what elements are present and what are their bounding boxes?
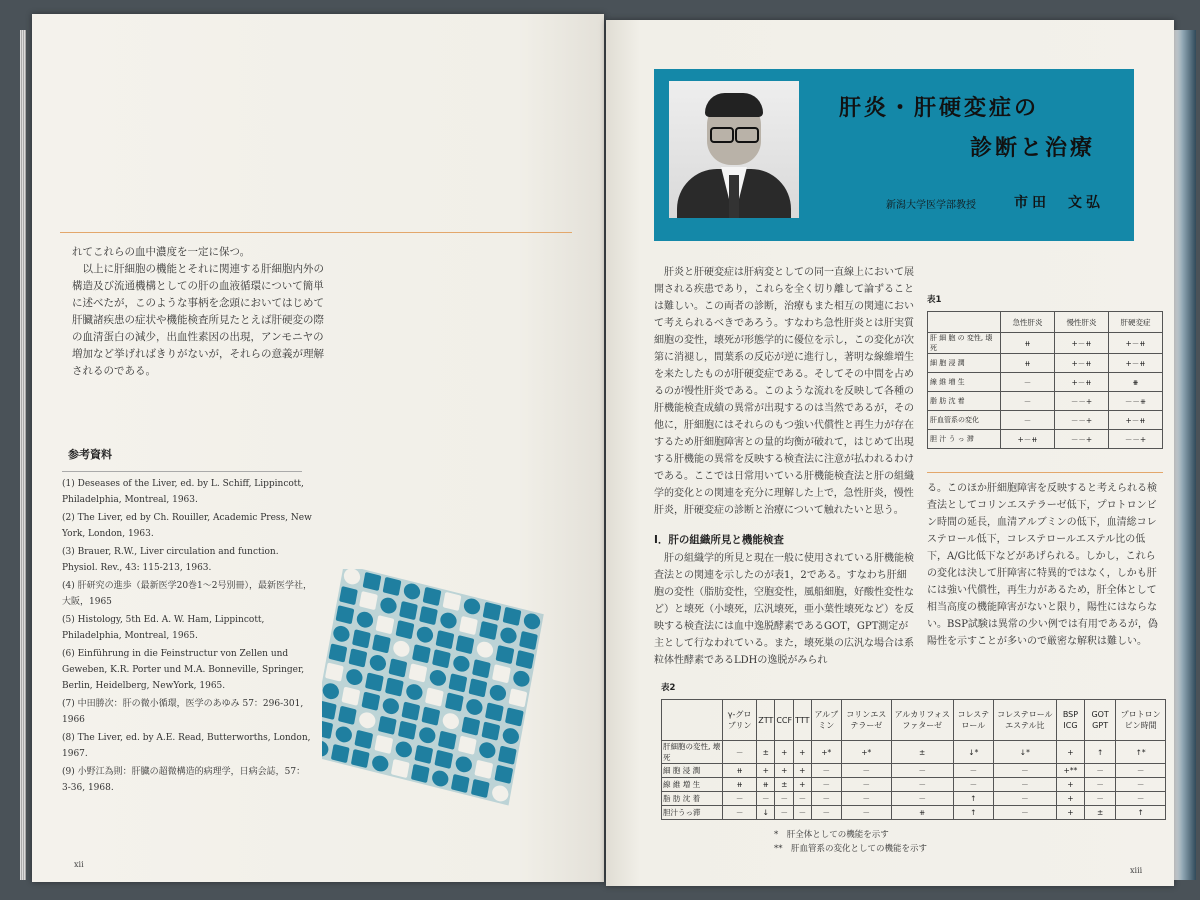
table-cell: － [993, 792, 1056, 806]
table-cell: － [1001, 411, 1055, 430]
table-cell: ↑* [1116, 741, 1166, 764]
article-title-line2: 診断と治療 [970, 135, 1096, 161]
table-cell: +* [842, 741, 891, 764]
table-cell: +－⧺ [1001, 430, 1055, 449]
table-cell: 胆汁うっ滞 [662, 806, 723, 820]
table-cell: － [891, 778, 953, 792]
table-cell: － [842, 806, 891, 820]
table-cell: －－⧺ [1109, 392, 1163, 411]
table-cell: － [953, 778, 993, 792]
table-row [662, 764, 1166, 778]
table-row [662, 792, 1166, 806]
table-cell: ± [891, 741, 953, 764]
table-cell: + [1056, 741, 1084, 764]
references-heading: 参考資料 [68, 448, 112, 461]
table-header-cell: コリンエステラーゼ [842, 700, 891, 741]
table-cell: ↓* [953, 741, 993, 764]
reference-item: (8) The Liver, ed. by A.E. Read, Butterworths, London, 1967. [62, 733, 311, 759]
reference-item: (6) Einführung in die Feinstructur von Zellen und Geweben, K.R. Porter und M.A. Bonneville, Springer, Berlin, Heidelberg, NewYork, 1965. [62, 649, 305, 691]
table-header-cell [928, 312, 1001, 333]
table-header-cell: コレステロール [953, 700, 993, 741]
table-cell: 脂 肪 沈 着 [662, 792, 723, 806]
table2-footnotes [774, 828, 927, 856]
table-cell: +－⧺ [1109, 411, 1163, 430]
table-cell: 肝血管系の変化 [928, 411, 1001, 430]
table-cell: － [811, 792, 842, 806]
table-cell: － [1001, 373, 1055, 392]
table-cell: ↑ [1085, 741, 1116, 764]
intro-text: 肝炎と肝硬変症は肝病変としての同一直線上において展開される疾患であり，これらを全く切り離して論ずることは難しい。この両者の診断，治療もまた相互の関連において考えられるべきであろう。すなわち急性肝炎とは肝実質細胞の変性，壊死が形態学的に優位を示し，この変化が次第に消褪し，間葉系の反応が逆に進行し，著明な線維増生を来たしたものが肝硬変症である。そしてその中間を占めるのが慢性肝炎である。このような流れを反映して各種の肝機能検査成績の異常が出現するのは当然であるが，その他に，肝細胞にはそれらのもつ強い代償性と再生力が存在するため肝細胞障害との量的均衡が破れて，はじめて出現する肝機能の異常を反映する検査法に注意が払われるわけである。ここでは日常用いている肝機能検査法と肝の組織学的変化との関連を充分に理解した上で，急性肝炎，慢性肝炎，肝硬変症の診断と治療について触れたいと思う。 [654, 267, 914, 516]
table-cell: ⧺ [723, 764, 757, 778]
table-cell: －－+ [1055, 411, 1109, 430]
table-row [662, 741, 1166, 764]
table-cell: － [794, 792, 811, 806]
section-heading: Ⅰ．肝の組織所見と機能検査 [654, 534, 784, 546]
table-cell: －－+ [1055, 392, 1109, 411]
table-cell: + [775, 741, 794, 764]
table-cell: +－⧺ [1109, 333, 1163, 354]
author-affiliation: 新潟大学医学部教授 [886, 200, 976, 211]
table-cell: 線 維 増 生 [928, 373, 1001, 392]
table-cell: +** [1056, 764, 1084, 778]
table-cell: － [1001, 392, 1055, 411]
table-header-cell: BSP ICG [1056, 700, 1084, 741]
table-cell: ⧺ [757, 778, 775, 792]
page-stack-edge-left [20, 30, 26, 880]
section-text: 肝の組織学的所見と現在一般に使用されている肝機能検査法との関連を示したのが表1，2である。すなわち肝細胞の変性（脂肪変性，空胞変性，風船細胞，好酸性変性など）と壊死（小壊死，広汎壊死，亜小葉性壊死など）を反映する検査法には血中逸脱酵素であるGOT，GPT測定が主として行なわれている。また，壊死巣の広汎な場合は系粒体性酵素であるLDHの逸脱がみられ [654, 553, 914, 666]
table-header-cell: GOT GPT [1085, 700, 1116, 741]
table-header-cell: アルブミン [811, 700, 842, 741]
table-cell: ↑ [953, 792, 993, 806]
orange-rule [927, 472, 1163, 473]
table-cell: － [757, 792, 775, 806]
footnote: * 肝全体としての機能を示す [774, 830, 889, 840]
table-row [928, 354, 1163, 373]
table-cell: － [775, 806, 794, 820]
table-cell: － [1116, 778, 1166, 792]
table-cell: + [757, 764, 775, 778]
table-1 [927, 311, 1163, 449]
table-cell: － [1085, 764, 1116, 778]
table-header-cell: プロトロンビン時間 [1116, 700, 1166, 741]
references-list [62, 476, 312, 798]
table-cell: ⧺ [723, 778, 757, 792]
table-cell: － [723, 792, 757, 806]
reference-item: (2) The Liver, ed by Ch. Rouiller, Academic Press, New York, London, 1963. [62, 513, 312, 539]
table-cell: ± [775, 778, 794, 792]
table-header-cell: 急性肝炎 [1001, 312, 1055, 333]
table-2 [661, 699, 1166, 820]
table-cell: ↓ [757, 806, 775, 820]
table-cell: ↑ [953, 806, 993, 820]
table-cell: 肝細胞の変性, 壊死 [662, 741, 723, 764]
table-cell: － [842, 764, 891, 778]
table-header-cell: γ-グロブリン [723, 700, 757, 741]
table-cell: － [794, 806, 811, 820]
table-cell: － [842, 792, 891, 806]
table-header-cell: アルカリフォスファターゼ [891, 700, 953, 741]
references-rule [62, 471, 302, 472]
table-row [662, 778, 1166, 792]
table-cell: +－⧺ [1055, 373, 1109, 392]
article-header [654, 69, 1134, 241]
micrograph-illustration [322, 569, 552, 839]
page-number-left: xii [74, 860, 84, 869]
table-header-cell: TTT [794, 700, 811, 741]
table-cell: － [1085, 778, 1116, 792]
table-cell: － [842, 778, 891, 792]
right-column-text: る。このほか肝細胞障害を反映すると考えられる検査法としてコリンエステラーゼ低下，プロトロンビン時間の延長，血清アルブミンの低下，血清総コレステロール低下，コレステロールエステル比の低下，A/G比低下などがあげられる。しかし，これらの変化は決して肝障害に特異的ではなく，しかも肝には強い代償性，再生力があるため，肝全体として相当高度の機能障害がないと限り，陽性にはならない。BSP試験は異常の少い例では有用であるが，偽陽性を示すことが多いので厳密な解釈は難しい。 [927, 483, 1158, 647]
table-cell: ⧻ [1109, 373, 1163, 392]
table-header-row [662, 700, 1166, 741]
reference-item: (4) 肝研究の進歩（最新医学20巻1〜2号別冊），最新医学社，大阪，1965 [62, 581, 313, 607]
table-row [928, 392, 1163, 411]
table-cell: 線 維 増 生 [662, 778, 723, 792]
table-cell: ⧺ [891, 806, 953, 820]
page-number-right: xiii [1130, 866, 1143, 875]
table2-label: 表2 [661, 683, 676, 693]
article-title-line1: 肝炎・肝硬変症の [839, 95, 1040, 121]
table-row [928, 430, 1163, 449]
table-cell: ± [1085, 806, 1116, 820]
table-row [928, 373, 1163, 392]
table-header-row [928, 312, 1163, 333]
table-cell: － [1085, 792, 1116, 806]
table-cell: － [723, 806, 757, 820]
table-cell: － [775, 792, 794, 806]
continued-text: れてこれらの血中濃度を一定に保つ。 以上に肝細胞の機能とそれに関連する肝細胞内外の構造及び流通機構としての肝の血液循環について簡単に述べたが，このような事柄を念頭においてはじめて肝臓諸疾患の症状や機能検査所見たとえば肝硬変の際の血清蛋白の減少，出血性素因の出現，アンモニヤの増加など挙げればきりがないが，それらの意義が理解されるのである。 [72, 246, 324, 377]
table-cell: － [891, 792, 953, 806]
table-cell: +* [811, 741, 842, 764]
table-cell: 細 胞 浸 潤 [662, 764, 723, 778]
table-cell: 脂 肪 沈 着 [928, 392, 1001, 411]
left-page [32, 14, 604, 882]
table-header-cell: 慢性肝炎 [1055, 312, 1109, 333]
table-cell: － [993, 764, 1056, 778]
table-cell: － [891, 764, 953, 778]
table-cell: ↑ [1116, 806, 1166, 820]
page-stack-edge-right [1174, 30, 1196, 880]
author-portrait [669, 81, 799, 218]
table-cell: － [811, 778, 842, 792]
table-cell: － [993, 806, 1056, 820]
table-row [928, 411, 1163, 430]
table-cell: － [1116, 764, 1166, 778]
table-cell: + [1056, 806, 1084, 820]
table-cell: ↓* [993, 741, 1056, 764]
table-row [662, 806, 1166, 820]
table-cell: + [794, 778, 811, 792]
footnote: ** 肝血管系の変化としての機能を示す [774, 844, 928, 854]
table-cell: － [811, 806, 842, 820]
table-cell: +－⧺ [1055, 333, 1109, 354]
right-page [606, 20, 1174, 886]
table-cell: 肝 細 胞 の 変性, 壊死 [928, 333, 1001, 354]
table-cell: 胆 汁 う っ 滞 [928, 430, 1001, 449]
reference-item: (7) 中田勝次：肝の微小循環，医学のあゆみ 57：296-301, 1966 [62, 699, 304, 725]
table-header-cell: ZTT [757, 700, 775, 741]
table-cell: + [794, 764, 811, 778]
table1-label: 表1 [927, 295, 942, 305]
table-cell: +－⧺ [1109, 354, 1163, 373]
reference-item: (3) Brauer, R.W., Liver circulation and function. Physiol. Rev., 43: 115-213, 1963. [62, 547, 279, 573]
reference-item: (1) Deseases of the Liver, ed. by L. Schiff, Lippincott, Philadelphia, Montreal, 1963. [62, 479, 304, 505]
table-header-cell [662, 700, 723, 741]
table-cell: +－⧺ [1055, 354, 1109, 373]
table-cell: + [775, 764, 794, 778]
table-cell: －－+ [1109, 430, 1163, 449]
table-cell: ⧺ [1001, 354, 1055, 373]
table-cell: + [1056, 792, 1084, 806]
table-cell: － [723, 741, 757, 764]
table-cell: － [811, 764, 842, 778]
author-name: 市田 文弘 [1014, 195, 1104, 211]
table-cell: ± [757, 741, 775, 764]
table-header-cell: CCF [775, 700, 794, 741]
table-cell: 細 胞 浸 潤 [928, 354, 1001, 373]
table-header-cell: コレステロールエステル比 [993, 700, 1056, 741]
table-cell: －－+ [1055, 430, 1109, 449]
table-cell: － [993, 778, 1056, 792]
table-cell: ⧺ [1001, 333, 1055, 354]
table-cell: － [953, 764, 993, 778]
table-cell: － [1116, 792, 1166, 806]
reference-item: (5) Histology, 5th Ed. A. W. Ham, Lippincott, Philadelphia, Montreal, 1965. [62, 615, 265, 641]
table-row [928, 333, 1163, 354]
table-header-cell: 肝硬変症 [1109, 312, 1163, 333]
table-cell: + [1056, 778, 1084, 792]
reference-item: (9) 小野江為則：肝臓の超微構造的病理学，日病会誌，57：3-36, 1968. [62, 767, 306, 793]
orange-rule [60, 232, 572, 233]
table-cell: + [794, 741, 811, 764]
